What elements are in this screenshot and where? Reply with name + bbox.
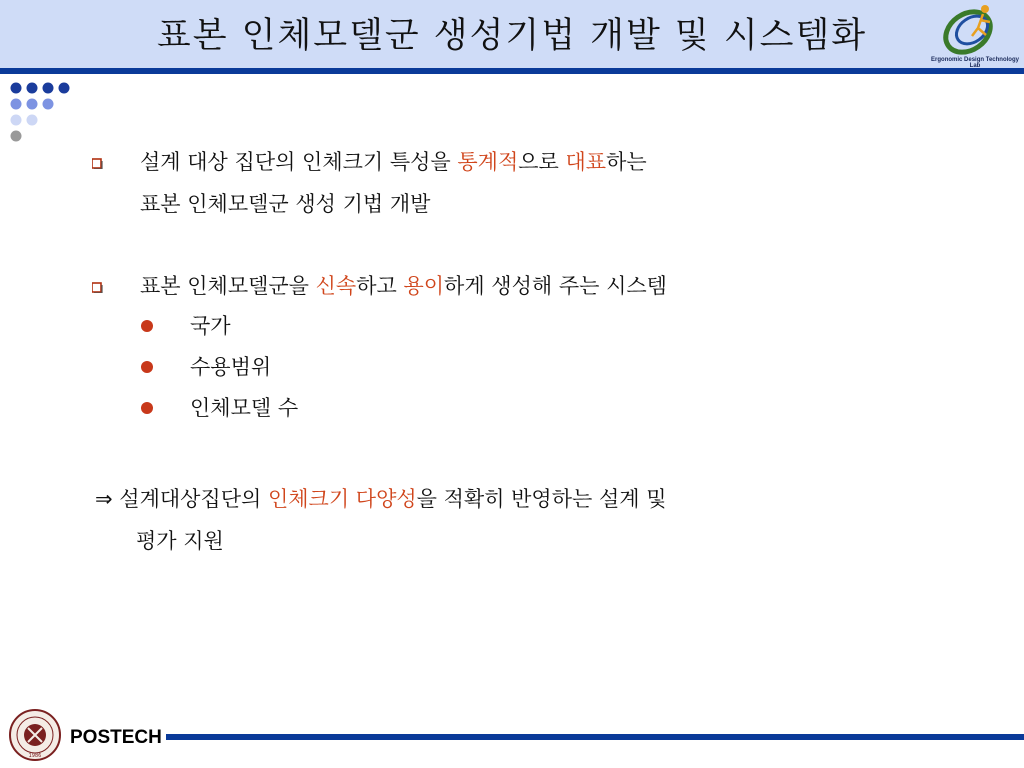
filled-circle-icon: [141, 361, 153, 373]
item2-highlight-rapid: 신속: [315, 274, 357, 298]
item2-text: 하게 생성해 주는 시스템: [444, 274, 667, 298]
hollow-square-icon: [92, 281, 104, 293]
item1-line2: 표본 인체모델군 생성 기법 개발: [140, 192, 431, 216]
conclusion-highlight: 인체크기 다양성: [267, 487, 417, 511]
filled-circle-icon: [141, 320, 153, 332]
subitem-country: 국가: [190, 314, 231, 338]
item2-highlight-easy: 용이: [403, 274, 445, 298]
item2-text: 표본 인체모델군을: [140, 274, 316, 298]
slide-title: 표본 인체모델군 생성기법 개발 및 시스템화: [156, 16, 868, 56]
conclusion-line1: [95, 486, 667, 512]
conclusion-line2: 평가 지원: [136, 529, 224, 553]
conclusion-text: 설계대상집단의: [112, 487, 268, 511]
svg-text:1986: 1986: [28, 753, 42, 759]
item1-text: 설계 대상 집단의 인체크기 특성을: [140, 150, 458, 174]
filled-circle-icon: [141, 402, 153, 414]
footer-rule: [166, 734, 1024, 740]
subitem-coverage: 수용범위: [190, 355, 272, 379]
subitem-model-count: 인체모델 수: [190, 396, 299, 420]
item1-text: 으로: [518, 150, 566, 174]
implies-arrow: ⇒: [95, 487, 113, 511]
item1-text: 하는: [606, 150, 647, 174]
item2-text: 하고: [356, 274, 404, 298]
hollow-square-icon: [92, 157, 104, 169]
item2-line: [140, 273, 667, 299]
item1-highlight-statistical: 통계적: [457, 150, 519, 174]
conclusion-text: 을 적확히 반영하는 설계 및: [416, 487, 667, 511]
lab-logo-caption: Ergonomic Design Technology Lab: [931, 57, 1019, 69]
item1-highlight-represent: 대표: [565, 150, 607, 174]
item1-line1: [140, 149, 647, 175]
postech-brand: POSTECH: [70, 727, 162, 748]
postech-seal-icon: [8, 708, 62, 762]
